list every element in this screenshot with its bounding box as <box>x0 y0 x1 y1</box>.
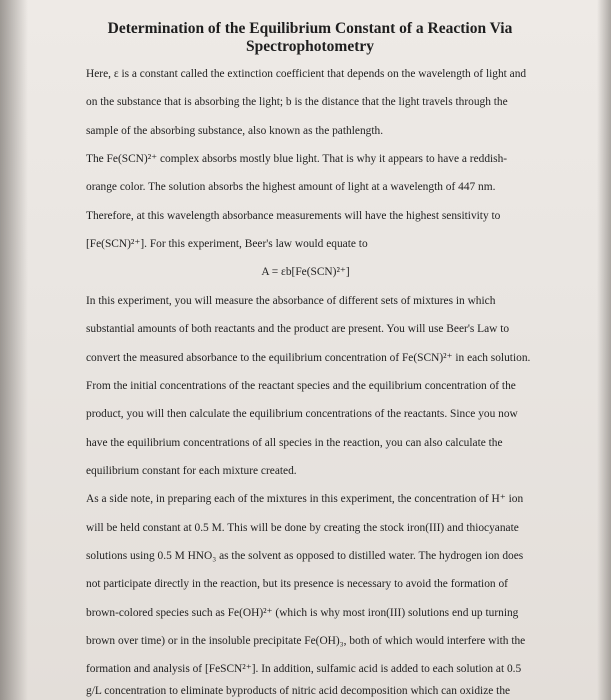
document-title-line-1: Determination of the Equilibrium Constant of a Reaction Via <box>107 20 513 37</box>
body-line: equilibrium constant for each mixture created. <box>86 465 297 477</box>
body-line: sample of the absorbing substance, also known as the pathlength. <box>86 125 384 137</box>
body-line: not participate directly in the reaction, but its presence is necessary to avoid the formation of <box>86 578 508 590</box>
body-line: In this experiment, you will measure the absorbance of different sets of mixtures in which <box>86 295 496 307</box>
body-line: [Fe(SCN)²⁺]. For this experiment, Beer's law would equate to <box>86 238 368 250</box>
body-line: convert the measured absorbance to the equilibrium concentration of Fe(SCN)²⁺ in each solution. <box>86 352 531 364</box>
body-line: product, you will then calculate the equilibrium concentrations of the reactants. Since you now <box>86 408 518 420</box>
body-line: substantial amounts of both reactants and the product are present. You will use Beer's Law to <box>86 323 510 335</box>
body-line: have the equilibrium concentrations of all species in the reaction, you can also calculate the <box>86 437 503 449</box>
body-line: brown-colored species such as Fe(OH)²⁺ (which is why most iron(III) solutions end up turning <box>86 607 519 619</box>
body-line: Therefore, at this wavelength absorbance measurements will have the highest sensitivity to <box>86 210 501 222</box>
document-title-line-2: Spectrophotometry <box>246 38 374 55</box>
beers-law-equation: A = εb[Fe(SCN)²⁺] <box>261 266 350 278</box>
body-line: formation and analysis of [FeSCN²⁺]. In addition, sulfamic acid is added to each solution at 0.5 <box>86 663 522 675</box>
body-line: orange color. The solution absorbs the highest amount of light at a wavelength of 447 nm. <box>86 181 496 193</box>
body-line: g/L concentration to eliminate byproducts of nitric acid decomposition which can oxidize the <box>86 685 511 697</box>
body-line: As a side note, in preparing each of the mixtures in this experiment, the concentration of H⁺ ion <box>86 493 524 505</box>
page-shadow-left <box>0 0 28 700</box>
body-line: on the substance that is absorbing the light; b is the distance that the light travels through the <box>86 96 508 108</box>
body-line: From the initial concentrations of the reactant species and the equilibrium concentration of the <box>86 380 516 392</box>
body-line: solutions using 0.5 M HNO₃ as the solvent as opposed to distilled water. The hydrogen ion does <box>86 550 524 562</box>
body-line: brown over time) or in the insoluble precipitate Fe(OH)₃, both of which would interfere with the <box>86 635 526 647</box>
page-shadow-right <box>597 0 611 700</box>
body-line: Here, ε is a constant called the extinction coefficient that depends on the wavelength of light and <box>86 68 527 80</box>
body-line: will be held constant at 0.5 M. This will be done by creating the stock iron(III) and thiocyanate <box>86 522 519 534</box>
body-line: The Fe(SCN)²⁺ complex absorbs mostly blue light. That is why it appears to have a reddish- <box>86 153 508 165</box>
